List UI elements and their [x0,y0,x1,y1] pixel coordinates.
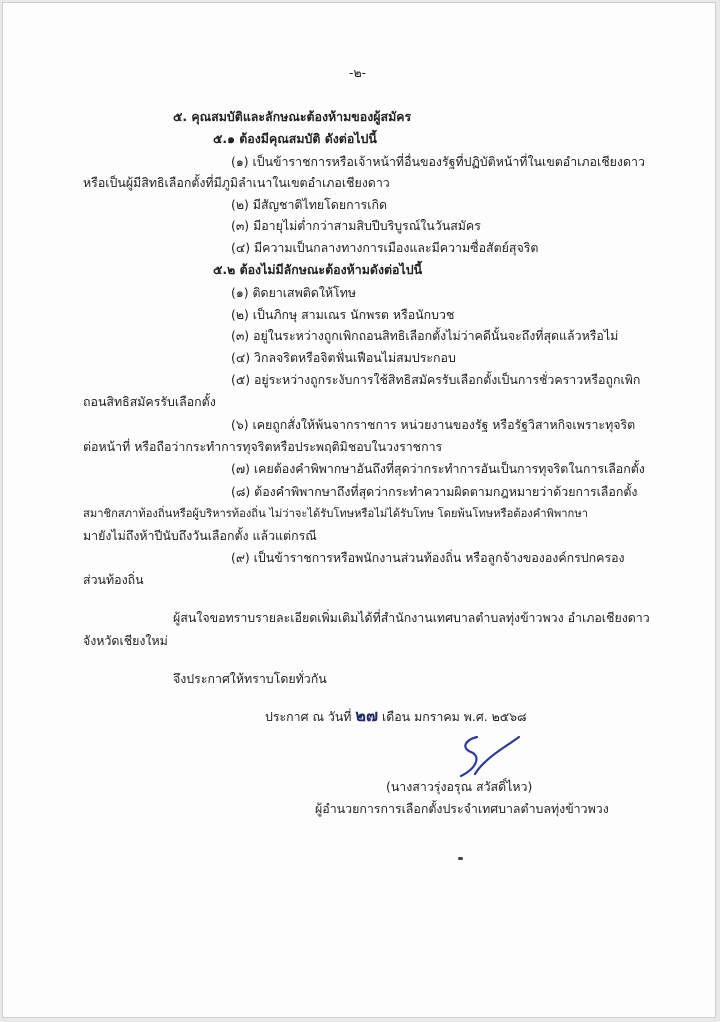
section52-heading: ๕.๒ ต้องไม่มีลักษณะต้องห้ามดังต่อไปนี้ [213,262,423,277]
signer-name: (นางสาวรุ่งอรุณ สวัสดิ์ไหว) [386,779,533,794]
date-day: ๒๗ [355,706,378,725]
section5-heading: ๕. คุณสมบัติและลักษณะต้องห้ามของผู้สมัคร [173,109,412,124]
signer-position: ผู้อำนวยการการเลือกตั้งประจำเทศบาลตำบลทุ่งข้าวพวง [315,801,609,816]
announce-text: จึงประกาศให้ทราบโดยทั่วกัน [173,671,327,686]
s52-item8-line1: (๘) ต้องคำพิพากษาถึงที่สุดว่ากระทำความผิดตามกฎหมายว่าด้วยการเลือกตั้ง [231,484,638,499]
date-suffix: เดือน มกราคม พ.ศ. ๒๕๖๘ [381,709,527,724]
section51-heading: ๕.๑ ต้องมีคุณสมบัติ ดังต่อไปนี้ [213,131,377,146]
s52-item4: (๔) วิกลจริตหรือจิตฟั่นเฟือนไม่สมประกอบ [231,350,456,365]
page-number: -๒- [349,65,367,80]
s52-item2: (๒) เป็นภิกษุ สามเณร นักพรต หรือนักบวช [231,307,455,322]
s52-item9-line1: (๙) เป็นข้าราชการหรือพนักงานส่วนท้องถิ่น หรือลูกจ้างขององค์กรปกครอง [231,550,625,565]
s52-item6-line2: ต่อหน้าที่ หรือถือว่ากระทำการทุจริตหรือประพฤติมิชอบในวงราชการ [83,439,443,454]
info-line1: ผู้สนใจขอทราบรายละเอียดเพิ่มเติมได้ที่สำนักงานเทศบาลตำบลทุ่งข้าวพวง อำเภอเชียงดาว [173,610,650,625]
s51-item4: (๔) มีความเป็นกลางทางการเมืองและมีความซื่อสัตย์สุจริต [231,240,539,255]
document-page [2,2,716,1018]
s51-item1-line2: หรือเป็นผู้มีสิทธิเลือกตั้งที่มีภูมิลำเนาในเขตอำเภอเชียงดาว [83,175,390,190]
info-line2: จังหวัดเชียงใหม่ [83,633,168,648]
s52-item3: (๓) อยู่ในระหว่างถูกเพิกถอนสิทธิเลือกตั้งไม่ว่าคดีนั้นจะถึงที่สุดแล้วหรือไม่ [231,328,619,343]
s52-item6-line1: (๖) เคยถูกสั่งให้พ้นจากราชการ หน่วยงานของรัฐ หรือรัฐวิสาหกิจเพราะทุจริต [231,417,636,432]
announce-date [265,708,527,725]
s51-item3: (๓) มีอายุไม่ต่ำกว่าสามสิบปีบริบูรณ์ในวันสมัคร [231,218,481,233]
s51-item1-line1: (๑) เป็นข้าราชการหรือเจ้าหน้าที่อื่นของรัฐที่ปฏิบัติหน้าที่ในเขตอำเภอเชียงดาว [231,154,645,169]
date-prefix: ประกาศ ณ วันที่ [265,709,352,724]
stray-mark [458,857,463,860]
signature [451,734,521,782]
s52-item5-line1: (๕) อยู่ระหว่างถูกระงับการใช้สิทธิสมัครรับเลือกตั้งเป็นการชั่วคราวหรือถูกเพิก [231,372,641,387]
s52-item8-line2: สมาชิกสภาท้องถิ่นหรือผู้บริหารท้องถิ่น ไม่ว่าจะได้รับโทษหรือไม่ได้รับโทษ โดยพ้นโทษหรือต้องคำพิพากษา [83,507,588,520]
s52-item1: (๑) ติดยาเสพติดให้โทษ [231,285,357,300]
s52-item5-line2: ถอนสิทธิสมัครรับเลือกตั้ง [83,394,216,409]
s52-item8-line3: มายังไม่ถึงห้าปีนับถึงวันเลือกตั้ง แล้วแต่กรณี [83,528,317,543]
s52-item7: (๗) เคยต้องคำพิพากษาอันถึงที่สุดว่ากระทำการอันเป็นการทุจริตในการเลือกตั้ง [231,461,645,476]
s51-item2: (๒) มีสัญชาติไทยโดยการเกิด [231,197,387,212]
s52-item9-line2: ส่วนท้องถิ่น [83,572,144,587]
